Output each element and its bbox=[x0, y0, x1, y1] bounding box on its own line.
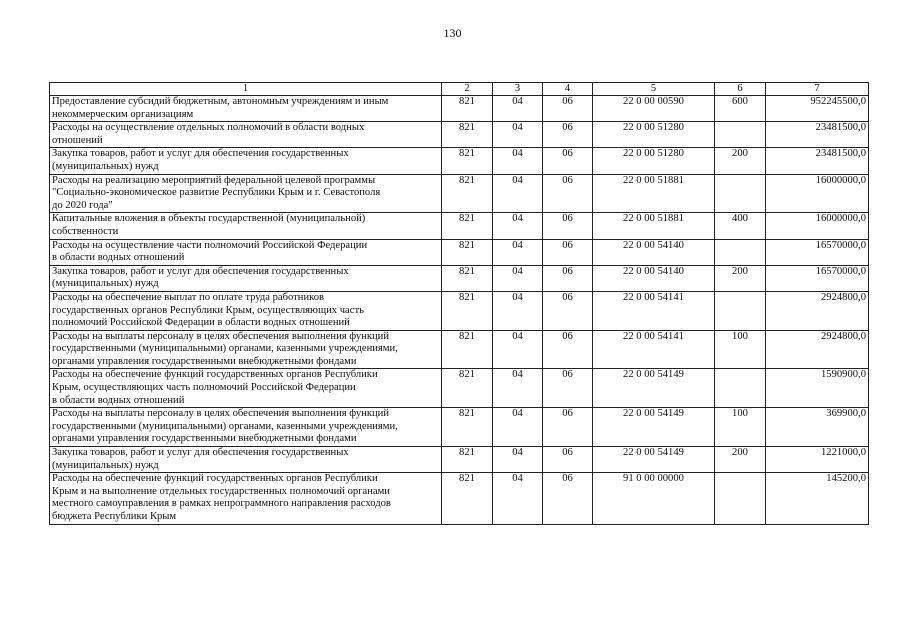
row-section: 04 bbox=[493, 447, 543, 473]
row-expense-type: 400 bbox=[715, 213, 766, 239]
row-target-article: 22 0 00 54140 bbox=[593, 265, 715, 291]
table-row bbox=[50, 174, 869, 213]
header-col-2: 2 bbox=[442, 83, 493, 96]
table-row bbox=[50, 447, 869, 473]
row-amount: 2924800,0 bbox=[766, 330, 869, 369]
row-expense-type: 100 bbox=[715, 408, 766, 447]
row-subsection: 06 bbox=[543, 148, 593, 174]
row-name: Капитальные вложения в объекты государственной (муниципальной) собственности bbox=[50, 213, 442, 239]
header-col-1: 1 bbox=[50, 83, 442, 96]
row-name: Расходы на реализацию мероприятий федеральной целевой программы "Социально-экономическое развитие Республики Крым и г. Севастополя до 2020 года" bbox=[50, 174, 442, 213]
row-name: Закупка товаров, работ и услуг для обеспечения государственных (муниципальных) нужд bbox=[50, 447, 442, 473]
row-subsection: 06 bbox=[543, 265, 593, 291]
row-section: 04 bbox=[493, 291, 543, 330]
row-expense-type bbox=[715, 174, 766, 213]
page-number: 130 bbox=[443, 26, 462, 40]
row-admin-code: 821 bbox=[442, 96, 493, 122]
table-row bbox=[50, 122, 869, 148]
row-section: 04 bbox=[493, 213, 543, 239]
row-expense-type: 100 bbox=[715, 330, 766, 369]
row-name: Расходы на осуществление части полномочий Российской Федерации в области водных отношений bbox=[50, 239, 442, 265]
row-subsection: 06 bbox=[543, 408, 593, 447]
table-row bbox=[50, 473, 869, 524]
row-admin-code: 821 bbox=[442, 213, 493, 239]
row-target-article: 22 0 00 54141 bbox=[593, 291, 715, 330]
row-target-article: 22 0 00 51881 bbox=[593, 213, 715, 239]
budget-table bbox=[49, 82, 869, 525]
row-expense-type bbox=[715, 239, 766, 265]
row-section: 04 bbox=[493, 96, 543, 122]
row-subsection: 06 bbox=[543, 291, 593, 330]
row-section: 04 bbox=[493, 369, 543, 408]
row-section: 04 bbox=[493, 148, 543, 174]
table-row bbox=[50, 369, 869, 408]
row-name: Расходы на обеспечение выплат по оплате труда работников государственных органов Республики Крым, осуществляющих часть полномочий Российской Федерации в области водных отношений bbox=[50, 291, 442, 330]
row-section: 04 bbox=[493, 408, 543, 447]
row-target-article: 22 0 00 54149 bbox=[593, 408, 715, 447]
table-row bbox=[50, 408, 869, 447]
row-expense-type bbox=[715, 473, 766, 524]
row-amount: 23481500,0 bbox=[766, 122, 869, 148]
row-name: Расходы на обеспечение функций государственных органов Республики Крым, осуществляющих часть полномочий Российской Федерации в области водных отношений bbox=[50, 369, 442, 408]
table-row bbox=[50, 96, 869, 122]
row-subsection: 06 bbox=[543, 369, 593, 408]
row-target-article: 22 0 00 51280 bbox=[593, 122, 715, 148]
row-name: Закупка товаров, работ и услуг для обеспечения государственных (муниципальных) нужд bbox=[50, 148, 442, 174]
row-expense-type: 200 bbox=[715, 447, 766, 473]
header-col-3: 3 bbox=[493, 83, 543, 96]
row-subsection: 06 bbox=[543, 330, 593, 369]
row-subsection: 06 bbox=[543, 96, 593, 122]
row-name: Расходы на выплаты персоналу в целях обеспечения выполнения функций государственными (муниципальными) органами, казенными учреждениями, органами управления государственными внебюджетными фондами bbox=[50, 330, 442, 369]
row-admin-code: 821 bbox=[442, 447, 493, 473]
row-subsection: 06 bbox=[543, 239, 593, 265]
row-admin-code: 821 bbox=[442, 369, 493, 408]
row-target-article: 22 0 00 54149 bbox=[593, 447, 715, 473]
row-target-article: 22 0 00 54149 bbox=[593, 369, 715, 408]
row-admin-code: 821 bbox=[442, 122, 493, 148]
row-admin-code: 821 bbox=[442, 408, 493, 447]
row-amount: 1590900,0 bbox=[766, 369, 869, 408]
table-row bbox=[50, 239, 869, 265]
table-row bbox=[50, 291, 869, 330]
row-section: 04 bbox=[493, 174, 543, 213]
row-subsection: 06 bbox=[543, 473, 593, 524]
row-section: 04 bbox=[493, 122, 543, 148]
row-target-article: 22 0 00 51881 bbox=[593, 174, 715, 213]
row-amount: 145200,0 bbox=[766, 473, 869, 524]
row-amount: 16000000,0 bbox=[766, 174, 869, 213]
row-admin-code: 821 bbox=[442, 473, 493, 524]
row-section: 04 bbox=[493, 473, 543, 524]
row-amount: 16570000,0 bbox=[766, 265, 869, 291]
row-target-article: 91 0 00 00000 bbox=[593, 473, 715, 524]
row-subsection: 06 bbox=[543, 122, 593, 148]
row-target-article: 22 0 00 54140 bbox=[593, 239, 715, 265]
row-name: Предоставление субсидий бюджетным, автономным учреждениям и иным некоммерческим организациям bbox=[50, 96, 442, 122]
table-row bbox=[50, 213, 869, 239]
row-amount: 16570000,0 bbox=[766, 239, 869, 265]
row-admin-code: 821 bbox=[442, 148, 493, 174]
row-target-article: 22 0 00 00590 bbox=[593, 96, 715, 122]
table-row bbox=[50, 148, 869, 174]
header-col-4: 4 bbox=[543, 83, 593, 96]
header-col-7: 7 bbox=[766, 83, 869, 96]
row-admin-code: 821 bbox=[442, 291, 493, 330]
header-col-6: 6 bbox=[715, 83, 766, 96]
row-amount: 2924800,0 bbox=[766, 291, 869, 330]
row-section: 04 bbox=[493, 265, 543, 291]
row-expense-type bbox=[715, 369, 766, 408]
row-amount: 369900,0 bbox=[766, 408, 869, 447]
table-row bbox=[50, 330, 869, 369]
row-admin-code: 821 bbox=[442, 330, 493, 369]
row-amount: 23481500,0 bbox=[766, 148, 869, 174]
row-expense-type: 600 bbox=[715, 96, 766, 122]
row-expense-type: 200 bbox=[715, 265, 766, 291]
row-section: 04 bbox=[493, 330, 543, 369]
row-expense-type: 200 bbox=[715, 148, 766, 174]
row-target-article: 22 0 00 54141 bbox=[593, 330, 715, 369]
row-name: Расходы на выплаты персоналу в целях обеспечения выполнения функций государственными (муниципальными) органами, казенными учреждениями, органами управления государственными внебюджетными фондами bbox=[50, 408, 442, 447]
row-name: Расходы на обеспечение функций государственных органов Республики Крым и на выполнение отдельных государственных полномочий органами местного самоуправления в рамках непрограммного направления расходов бюджета Республики Крым bbox=[50, 473, 442, 524]
row-name: Расходы на осуществление отдельных полномочий в области водных отношений bbox=[50, 122, 442, 148]
row-admin-code: 821 bbox=[442, 265, 493, 291]
row-subsection: 06 bbox=[543, 174, 593, 213]
row-subsection: 06 bbox=[543, 447, 593, 473]
header-col-5: 5 bbox=[593, 83, 715, 96]
row-target-article: 22 0 00 51280 bbox=[593, 148, 715, 174]
row-section: 04 bbox=[493, 239, 543, 265]
row-admin-code: 821 bbox=[442, 174, 493, 213]
table-row bbox=[50, 265, 869, 291]
row-amount: 16000000,0 bbox=[766, 213, 869, 239]
row-expense-type bbox=[715, 122, 766, 148]
row-amount: 952245500,0 bbox=[766, 96, 869, 122]
row-expense-type bbox=[715, 291, 766, 330]
row-subsection: 06 bbox=[543, 213, 593, 239]
row-name: Закупка товаров, работ и услуг для обеспечения государственных (муниципальных) нужд bbox=[50, 265, 442, 291]
header-row bbox=[50, 83, 869, 96]
row-admin-code: 821 bbox=[442, 239, 493, 265]
row-amount: 1221000,0 bbox=[766, 447, 869, 473]
